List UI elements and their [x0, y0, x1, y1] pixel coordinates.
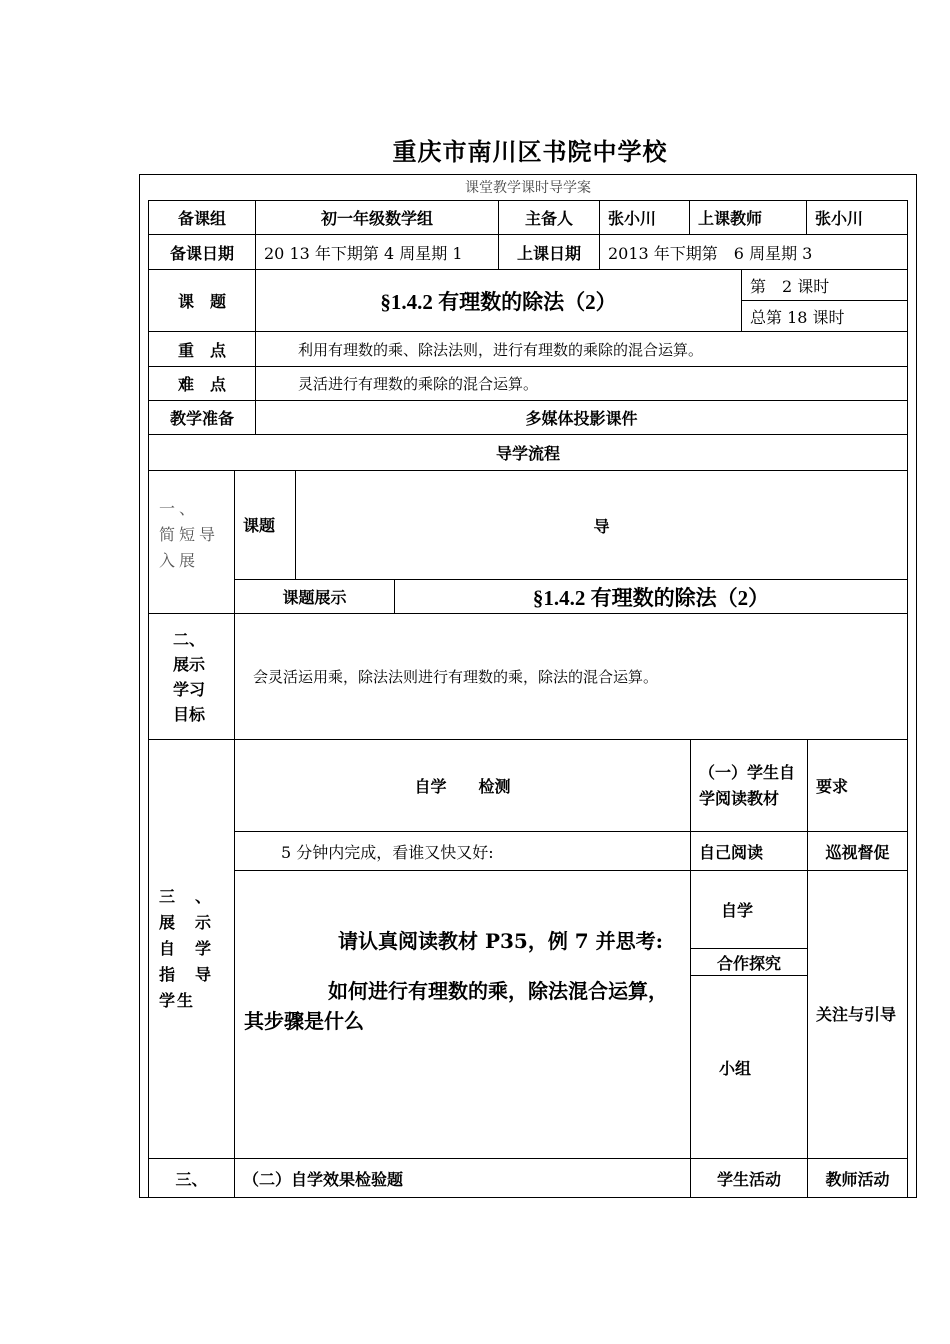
teacher-activity-label: 教师活动	[807, 1158, 908, 1198]
total-lesson-number: 总第 18 课时	[741, 300, 908, 332]
own-reading-label: 自己阅读	[690, 831, 808, 871]
topic-label: 课 题	[148, 269, 256, 332]
prep-date-label: 备课日期	[148, 234, 256, 270]
student-reading-label: （一）学生自学阅读教材	[690, 739, 808, 832]
prep-date-value: 20 13 年下期第 4 周星期 1	[255, 234, 499, 270]
section1-topic-value: 导	[295, 470, 908, 580]
section2-label: 二、展示学习目标	[148, 613, 235, 740]
student-activity-label: 学生活动	[690, 1158, 808, 1198]
self-test-label: 自学 检测	[234, 739, 691, 832]
class-date-label: 上课日期	[498, 234, 600, 270]
form-subtitle: 课堂教学课时导学案	[465, 180, 591, 196]
group-label: 小组	[690, 975, 808, 1159]
preparer-value: 张小川	[599, 200, 690, 235]
cooperate-label: 合作探究	[690, 948, 808, 976]
section3-label: 三 、展 示自 学指 导学生	[148, 739, 235, 1159]
class-date-value: 2013 年下期第 6 周星期 3	[599, 234, 908, 270]
preparer-label: 主备人	[498, 200, 600, 235]
lesson-number: 第 2 课时	[741, 269, 908, 301]
difficulty-value: 灵活进行有理数的乘除的混合运算。	[255, 366, 908, 401]
preparation-value: 多媒体投影课件	[255, 400, 908, 435]
difficulty-label: 难 点	[148, 366, 256, 401]
section1-topic-label: 课题	[234, 470, 296, 580]
time-note: 5 分钟内完成，看谁又快又好:	[234, 831, 691, 871]
topic-display-label: 课题展示	[234, 579, 395, 614]
reading-question: 如何进行有理数的乘，除法混合运算，其步骤是什么	[244, 979, 668, 1033]
section2-goal: 会灵活运用乘，除法法则进行有理数的乘，除法的混合运算。	[234, 613, 908, 740]
process-header: 导学流程	[148, 434, 908, 471]
requirement-label: 要求	[807, 739, 908, 832]
reading-instruction: 请认真阅读教材 P35，例 7 并思考:	[338, 929, 664, 953]
topic-display-value: §1.4.2 有理数的除法（2）	[394, 579, 908, 614]
patrol-label: 巡视督促	[807, 831, 908, 871]
topic-value: §1.4.2 有理数的除法（2）	[255, 269, 742, 332]
preparation-label: 教学准备	[148, 400, 256, 435]
teacher-value: 张小川	[806, 200, 908, 235]
school-title: 重庆市南川区书院中学校	[392, 137, 668, 166]
self-study-label: 自学	[690, 870, 808, 949]
key-point-label: 重 点	[148, 331, 256, 367]
group-value: 初一年级数学组	[255, 200, 499, 235]
attention-label: 关注与引导	[807, 870, 908, 1159]
section3b-label: 三、	[148, 1158, 235, 1198]
teacher-label: 上课教师	[689, 200, 807, 235]
key-point-value: 利用有理数的乘、除法法则，进行有理数的乘除的混合运算。	[255, 331, 908, 367]
group-label: 备课组	[148, 200, 256, 235]
section1-label: 一、 简短导入展	[148, 470, 235, 614]
check-questions-label: （二）自学效果检验题	[234, 1158, 691, 1198]
